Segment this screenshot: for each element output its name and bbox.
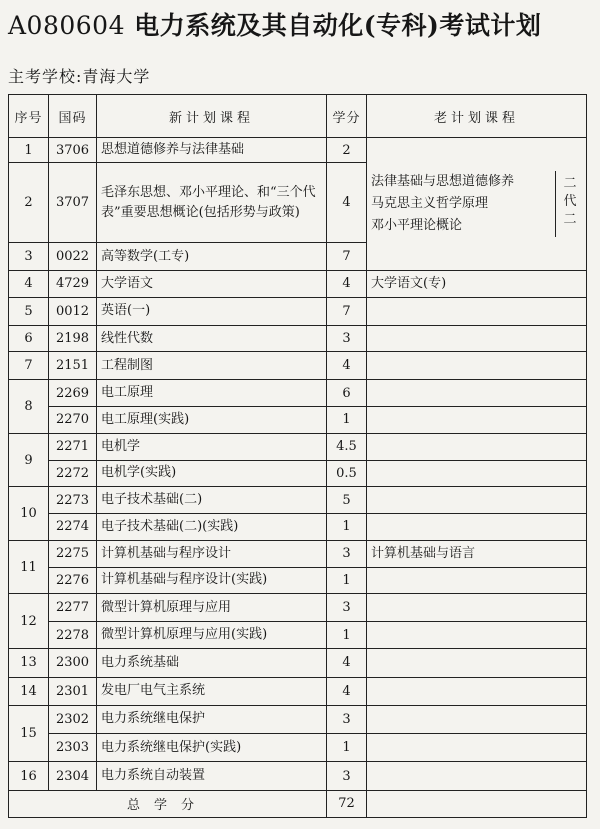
row-code: 2151 [49, 352, 97, 380]
row-credits: 4 [327, 648, 367, 677]
row-seq: 7 [9, 352, 49, 380]
row-course: 毛泽东思想、邓小平理论、和“三个代表”重要思想概论(包括形势与政策) [97, 162, 327, 242]
row-credits: 1 [327, 514, 367, 541]
row-seq: 2 [9, 162, 49, 242]
old-plan-course: 邓小平理论概论 [371, 218, 463, 234]
row-seq: 12 [9, 594, 49, 649]
row-credits: 3 [327, 762, 367, 791]
row-seq: 10 [9, 487, 49, 541]
table-row [9, 406, 587, 433]
row-code: 2269 [49, 380, 97, 407]
row-credits: 1 [327, 622, 367, 649]
row-code: 2270 [49, 406, 97, 433]
row-credits: 2 [327, 138, 367, 163]
row-code: 3707 [49, 162, 97, 242]
header-old-course: 老计划课程 [367, 95, 587, 138]
old-plan-empty [367, 622, 587, 649]
row-credits: 4.5 [327, 433, 367, 460]
row-credits: 3 [327, 594, 367, 622]
table-row [9, 514, 587, 541]
row-credits: 1 [327, 406, 367, 433]
row-code: 0022 [49, 243, 97, 271]
row-course: 大学语文 [97, 271, 327, 298]
row-seq: 13 [9, 648, 49, 677]
row-course: 电机学 [97, 433, 327, 460]
row-seq: 9 [9, 433, 49, 487]
row-code: 2300 [49, 648, 97, 677]
old-plan-empty [367, 648, 587, 677]
table-row [9, 594, 587, 622]
row-code: 2271 [49, 433, 97, 460]
old-plan-chinese: 大学语文(专) [367, 271, 587, 298]
row-course: 电工原理(实践) [97, 406, 327, 433]
row-seq: 5 [9, 297, 49, 325]
table-row [9, 648, 587, 677]
row-seq: 4 [9, 271, 49, 298]
table-row [9, 380, 587, 407]
row-credits: 3 [327, 325, 367, 352]
row-credits: 1 [327, 734, 367, 762]
row-seq: 3 [9, 243, 49, 271]
row-course: 电力系统继电保护(实践) [97, 734, 327, 762]
row-code: 0012 [49, 297, 97, 325]
row-code: 2304 [49, 762, 97, 791]
row-course: 电子技术基础(二) [97, 487, 327, 514]
header-credits: 学分 [327, 95, 367, 138]
table-row [9, 622, 587, 649]
table-row [9, 433, 587, 460]
exam-plan-table [8, 94, 587, 818]
old-plan-empty [367, 433, 587, 460]
row-code: 2273 [49, 487, 97, 514]
total-empty [367, 790, 587, 817]
row-code: 2301 [49, 677, 97, 705]
row-code: 2277 [49, 594, 97, 622]
old-plan-computer: 计算机基础与语言 [367, 540, 587, 567]
program-name: 电力系统及其自动化(专科)考试计划 [134, 11, 542, 40]
table-row [9, 734, 587, 762]
row-code: 4729 [49, 271, 97, 298]
old-plan-empty [367, 297, 587, 325]
row-credits: 3 [327, 705, 367, 734]
total-value: 72 [327, 790, 367, 817]
table-row [9, 297, 587, 325]
old-plan-empty [367, 352, 587, 380]
row-seq: 16 [9, 762, 49, 791]
row-course: 工程制图 [97, 352, 327, 380]
table-row [9, 567, 587, 594]
row-course: 计算机基础与程序设计 [97, 540, 327, 567]
old-plan-empty [367, 705, 587, 734]
row-seq: 6 [9, 325, 49, 352]
school-label: 主考学校:青海大学 [8, 67, 151, 86]
table-header-row [9, 95, 587, 138]
total-label: 总学分 [9, 790, 327, 817]
row-code: 2198 [49, 325, 97, 352]
row-seq: 8 [9, 380, 49, 434]
table-row [9, 705, 587, 734]
row-seq: 1 [9, 138, 49, 163]
old-plan-empty [367, 514, 587, 541]
old-plan-side-note: 二代二 [555, 171, 582, 237]
table-row [9, 325, 587, 352]
row-course: 英语(一) [97, 297, 327, 325]
table-row [9, 677, 587, 705]
old-plan-empty [367, 762, 587, 791]
row-course: 电力系统自动装置 [97, 762, 327, 791]
row-code: 3706 [49, 138, 97, 163]
row-code: 2276 [49, 567, 97, 594]
row-credits: 4 [327, 677, 367, 705]
old-plan-course: 法律基础与思想道德修养 [371, 174, 515, 190]
row-code: 2272 [49, 460, 97, 487]
old-plan-empty [367, 380, 587, 407]
row-credits: 4 [327, 352, 367, 380]
row-course: 电子技术基础(二)(实践) [97, 514, 327, 541]
table-row [9, 762, 587, 791]
total-row [9, 790, 587, 817]
old-plan-empty [367, 734, 587, 762]
program-code: A080604 [8, 11, 125, 40]
header-code: 国码 [49, 95, 97, 138]
row-credits: 5 [327, 487, 367, 514]
row-credits: 7 [327, 297, 367, 325]
table-row [9, 352, 587, 380]
table-row [9, 487, 587, 514]
old-plan-empty [367, 567, 587, 594]
header-new-course: 新计划课程 [97, 95, 327, 138]
old-plan-course: 马克思主义哲学原理 [371, 196, 489, 212]
table-row [9, 540, 587, 567]
row-credits: 7 [327, 243, 367, 271]
row-course: 思想道德修养与法律基础 [97, 138, 327, 163]
row-code: 2303 [49, 734, 97, 762]
row-course: 发电厂电气主系统 [97, 677, 327, 705]
table-row [9, 460, 587, 487]
row-credits: 1 [327, 567, 367, 594]
row-course: 电力系统继电保护 [97, 705, 327, 734]
row-course: 电工原理 [97, 380, 327, 407]
table-row [9, 138, 587, 163]
old-plan-empty [367, 325, 587, 352]
header-seq: 序号 [9, 95, 49, 138]
row-course: 线性代数 [97, 325, 327, 352]
row-code: 2274 [49, 514, 97, 541]
row-course: 高等数学(工专) [97, 243, 327, 271]
page-title [8, 6, 598, 42]
row-code: 2278 [49, 622, 97, 649]
row-course: 微型计算机原理与应用(实践) [97, 622, 327, 649]
old-plan-empty [367, 406, 587, 433]
old-plan-politics [367, 138, 587, 271]
table-row [9, 271, 587, 298]
row-credits: 0.5 [327, 460, 367, 487]
old-plan-empty [367, 487, 587, 514]
old-plan-empty [367, 594, 587, 622]
row-course: 计算机基础与程序设计(实践) [97, 567, 327, 594]
row-code: 2275 [49, 540, 97, 567]
old-plan-politics-list [371, 171, 514, 237]
row-seq: 11 [9, 540, 49, 594]
old-plan-empty [367, 677, 587, 705]
row-code: 2302 [49, 705, 97, 734]
row-course: 微型计算机原理与应用 [97, 594, 327, 622]
row-credits: 4 [327, 271, 367, 298]
row-credits: 3 [327, 540, 367, 567]
row-credits: 6 [327, 380, 367, 407]
row-credits: 4 [327, 162, 367, 242]
row-course: 电机学(实践) [97, 460, 327, 487]
row-seq: 15 [9, 705, 49, 762]
old-plan-empty [367, 460, 587, 487]
row-course: 电力系统基础 [97, 648, 327, 677]
row-seq: 14 [9, 677, 49, 705]
